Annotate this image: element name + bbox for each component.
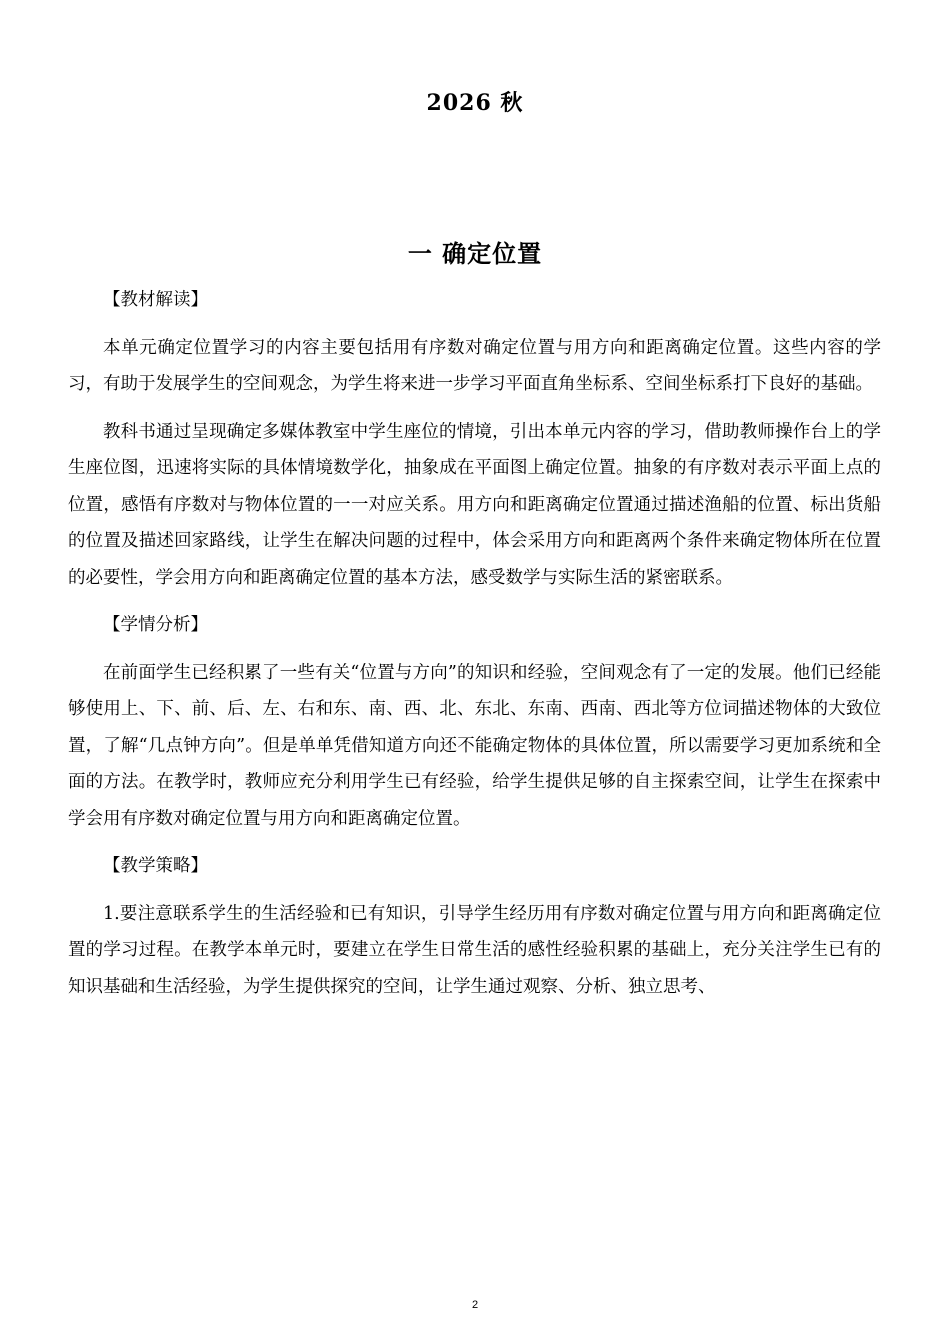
document-body [68,282,881,1016]
section-heading-learning: 【学情分析】 [103,615,208,635]
section-heading-strategy: 【教学策略】 [103,856,208,876]
term-title: 2026 秋 [426,90,524,116]
paragraph-material-1: 本单元确定位置学习的内容主要包括用有序数对确定位置与用方向和距离确定位置。这些内容的学习，有助于发展学生的空间观念，为学生将来进一步学习平面直角坐标系、空间坐标系打下良好的基础。 [68,337,881,394]
paragraph-strategy-1: 1.要注意联系学生的生活经验和已有知识，引导学生经历用有序数对确定位置与用方向和距离确定位置的学习过程。在教学本单元时，要建立在学生日常生活的感性经验积累的基础上，充分关注学生已有的知识基础和生活经验，为学生提供探究的空间，让学生通过观察、分析、独立思考、 [68,903,881,997]
unit-title: 一 确定位置 [407,239,543,268]
paragraph-material-2: 教科书通过呈现确定多媒体教室中学生座位的情境，引出本单元内容的学习，借助教师操作台上的学生座位图，迅速将实际的具体情境数学化，抽象成在平面图上确定位置。抽象的有序数对表示平面上点的位置，感悟有序数对与物体位置的一一对应关系。用方向和距离确定位置通过描述渔船的位置、标出货船的位置及描述回家路线，让学生在解决问题的过程中，体会采用方向和距离两个条件来确定物体所在位置的必要性，学会用方向和距离确定位置的基本方法，感受数学与实际生活的紧密联系。 [68,421,881,588]
page-number: 2 [471,1299,479,1311]
section-heading-material: 【教材解读】 [103,290,208,310]
paragraph-learning-1: 在前面学生已经积累了一些有关“位置与方向”的知识和经验，空间观念有了一定的发展。他们已经能够使用上、下、前、后、左、右和东、南、西、北、东北、东南、西南、西北等方位词描述物体的大致位置，了解“几点钟方向”。但是单单凭借知道方向还不能确定物体的具体位置，所以需要学习更加系统和全面的方法。在教学时，教师应充分利用学生已有经验，给学生提供足够的自主探索空间，让学生在探索中学会用有序数对确定位置与用方向和距离确定位置。 [68,662,881,829]
